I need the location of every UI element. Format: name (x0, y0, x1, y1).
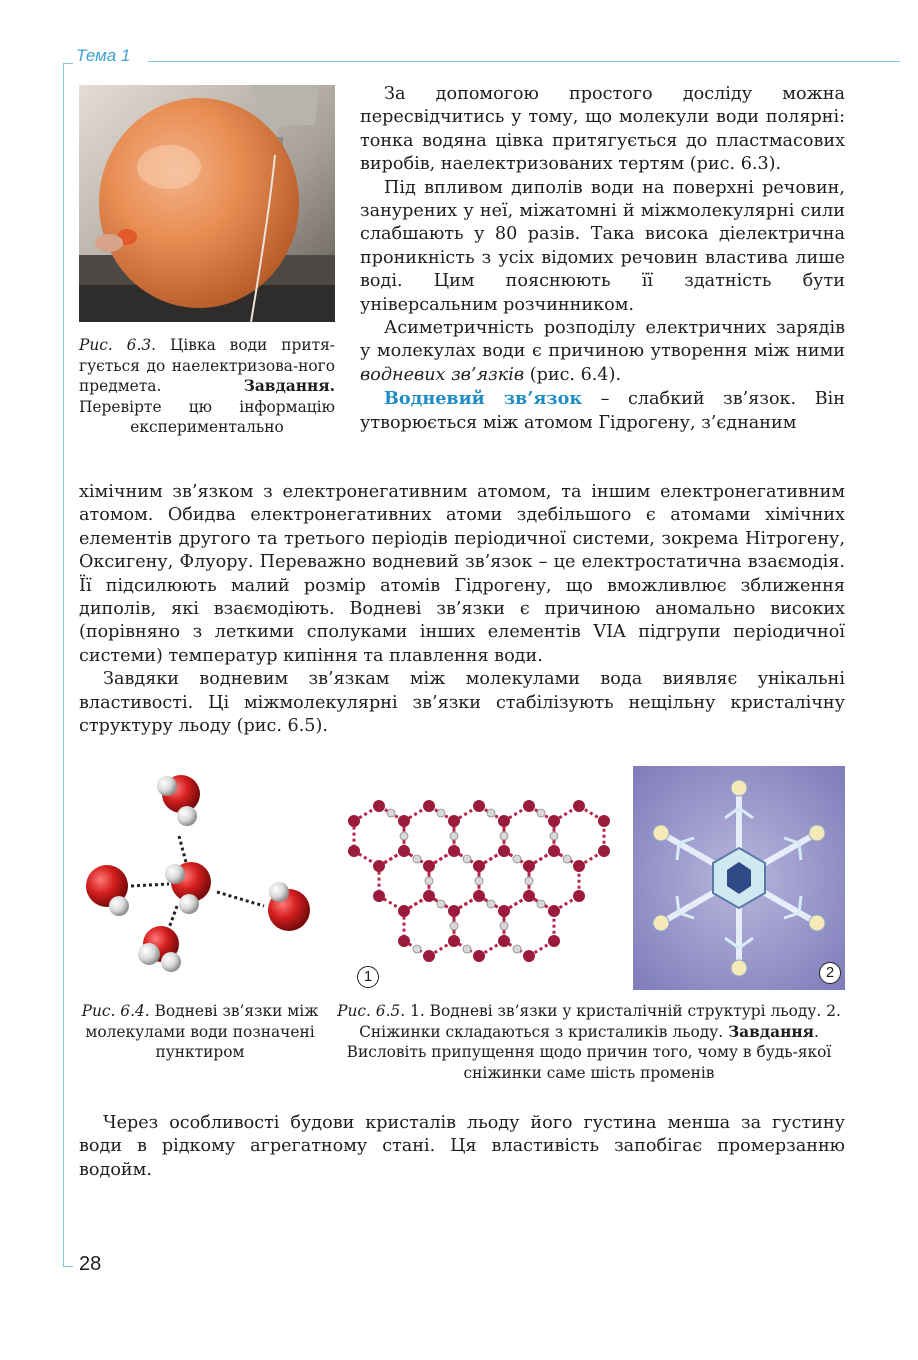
fig63-caption-text2: Перевірте цю інформацію експериментально (79, 397, 335, 437)
fig64-caption (79, 1001, 321, 1063)
topic-label: Тема 1 (76, 46, 131, 65)
snowflake-photo (633, 766, 845, 990)
fig65-caption-task: Завдання (728, 1022, 814, 1041)
fig65-marker-2: 2 (819, 962, 841, 984)
body-full-width (79, 481, 845, 738)
balloon-photo (79, 85, 335, 322)
paragraph-3-ref: (рис. 6.4). (529, 364, 622, 385)
fig63-caption-text: Цівка води притя-гується до наелектризова-ного предмета. (79, 336, 335, 396)
paragraph-4-text: – слабкий зв’язок. Він утворюється між атомом Гідрогену, з’єднаним (360, 389, 845, 433)
paragraph-1: За допомогою простого досліду можна пересвідчитись у тому, що молекули води полярні: тонка водяна цівка притягується до пластмасових виробів, наелектризованих тертям (рис. 6.3). (360, 84, 845, 175)
fig64-caption-label: Рис. 6.4. (81, 1002, 150, 1020)
fig65-marker-1: 1 (357, 966, 379, 988)
paragraph-3-text: Асиметричність розподілу електричних зарядів у молекулах води є причиною утворення між ними (360, 318, 845, 362)
paragraph-3-term: водневих зв’язків (360, 364, 525, 385)
fig65-caption-label: Рис. 6.5. (337, 1002, 406, 1020)
margin-tick-top (63, 63, 73, 64)
body-final (79, 1112, 845, 1182)
paragraph-3 (360, 317, 845, 387)
fig63-caption-task: Завдання. (243, 377, 335, 396)
paragraph-4-start (360, 387, 845, 435)
fig65-caption-text: 1. Водневі зв’язки у кристалічній структурі льоду. 2. Сніжинки складаються з кристаликів льоду. (359, 1002, 841, 1041)
fig65-caption (333, 1001, 845, 1083)
header-rule (148, 61, 900, 62)
page-number: 28 (79, 1253, 102, 1275)
margin-tick-bottom (63, 1266, 73, 1267)
fig63-caption-label: Рис. 6.3. (79, 336, 157, 354)
ice-lattice-image (339, 766, 617, 990)
water-molecules-image (79, 766, 319, 990)
fig63-caption (79, 335, 335, 438)
hydrogen-bond-term: Водневий зв’язок (384, 388, 583, 410)
paragraph-2: Під впливом диполів води на поверхні речовин, занурених у неї, міжатомні й міжмолекулярні сили слабшають у 80 разів. Така висока діелектрична проникність з усіх відомих речовин властива лише воді. Цим пояснюють її здатність бути універсальним розчинником. (360, 177, 845, 315)
fig65-caption-text2: . Висловіть припущення щодо причин того, чому в будь-якої сніжинки саме шість променів (346, 1022, 832, 1082)
fig64-caption-text: Водневі зв’язки між молекулами води позначені пунктиром (85, 1002, 319, 1062)
paragraph-6: Через особливості будови кристалів льоду його густина менша за густину води в рідкому агрегатному стані. Ця властивість запобігає промерзанню водойм. (79, 1113, 845, 1180)
paragraph-4-cont: хімічним зв’язком з електронегативним атомом, та іншим електронегативним атомом. Обидва електронегативних атоми здебільшого є атомами хімічних елементів другого та третього періодів періодичної системи, зокрема Нітрогену, Оксигену, Флуору. Переважно водневий зв’язок – це електростатична взаємодія. Її підсилюють малий розмір атомів Гідрогену, що вможливлює зближення диполів, які взаємодіють. Водневі зв’язки є причиною аномально високих (порівняно з леткими сполуками інших елементів VIA підгрупи періодичної системи) температур кипіння та плавлення води. (79, 482, 845, 666)
body-right-column (360, 83, 845, 435)
margin-rule (63, 63, 64, 1266)
paragraph-5: Завдяки водневим зв’язкам між молекулами вода виявляє унікальні властивості. Ці міжмолекулярні зв’язки стабілізують нещільну кристалічну структуру льоду (рис. 6.5). (79, 669, 845, 737)
